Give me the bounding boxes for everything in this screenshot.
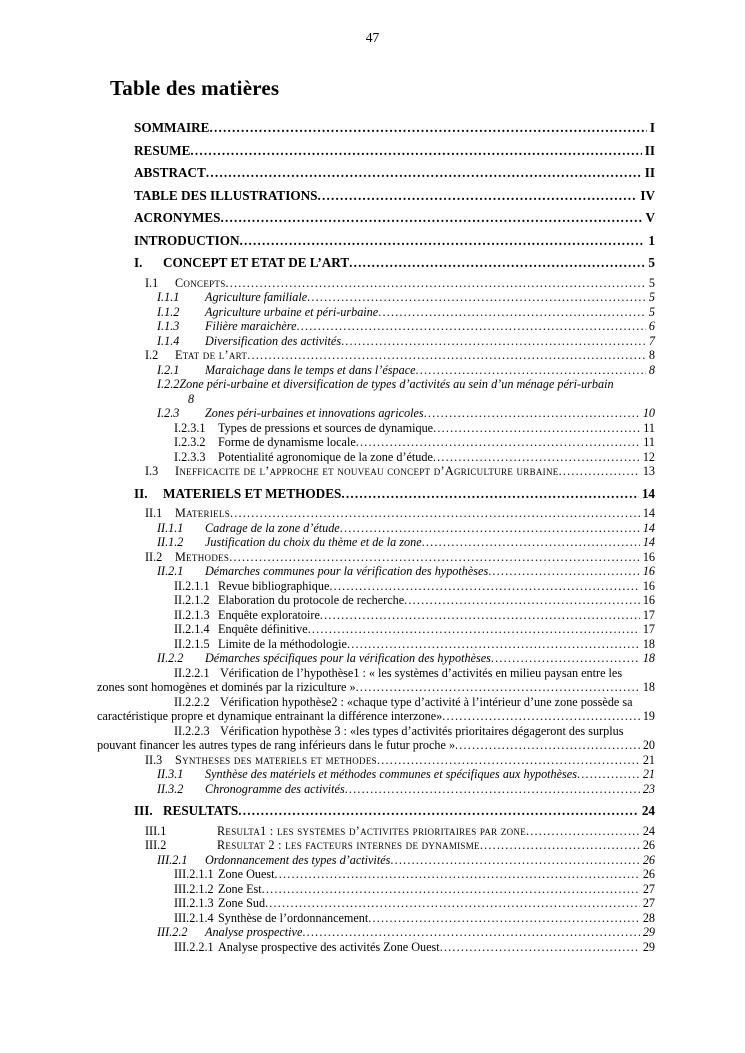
dot-leader (422, 535, 640, 550)
toc-entry-line2 (97, 392, 655, 407)
toc-entry (97, 911, 655, 926)
dot-leader (247, 348, 646, 363)
toc-entry (97, 305, 655, 320)
dot-leader (480, 838, 640, 853)
dot-leader (329, 579, 639, 594)
toc-entry (97, 487, 655, 502)
dot-leader (190, 144, 641, 159)
toc-entry-title: INTRODUCTION (134, 232, 240, 248)
toc-entry-number: I. (134, 255, 143, 270)
dot-leader (307, 290, 646, 305)
toc-entry-page: 7 (648, 333, 655, 348)
dot-leader (265, 896, 640, 911)
dot-leader (341, 487, 638, 502)
toc-entry (97, 256, 655, 271)
toc-entry-page: 17 (642, 622, 655, 636)
toc-entry-page: 5 (648, 304, 655, 319)
toc-entry (97, 753, 655, 768)
toc-entry (97, 166, 655, 181)
toc-entry-page: 11 (643, 435, 655, 449)
toc-entry (97, 406, 655, 421)
toc-entry-number: III.2.1 (157, 852, 188, 867)
toc-entry-title: Vérification hypothèse 3 : «les types d’activités prioritaires dégageront des surplus (220, 723, 624, 738)
toc-entry-number: II.3.2 (157, 781, 184, 796)
toc-entry (97, 450, 655, 465)
dot-leader (404, 593, 640, 608)
toc-entry (97, 319, 655, 334)
toc-entry-number: I.2.2 (157, 377, 180, 391)
toc-entry-number: III.2.1.1 (174, 867, 214, 881)
toc-entry (97, 211, 655, 226)
toc-entry (97, 824, 655, 839)
dot-leader (340, 521, 640, 536)
toc-entry-title: Analyse prospective des activités Zone Ouest (218, 939, 440, 954)
toc-entry-page: 18 (642, 636, 655, 651)
toc-entry (97, 521, 655, 536)
dot-leader (345, 782, 640, 797)
toc-entry-title: Vérification de l’hypothèse1 : « les systèmes d’activités en milieu paysan entre les (220, 665, 623, 680)
toc-entry-title: Inefficacite de l’approche et nouveau concept d’Agriculture urbaine (175, 464, 559, 478)
toc-entry-title: Forme de dynamisme locale (218, 435, 356, 449)
toc-entry (97, 506, 655, 521)
toc-entry-page: V (645, 210, 655, 225)
toc-entry-number: I.2 (145, 348, 159, 362)
toc-entry-title: Etat de l’art (175, 348, 248, 362)
toc-entry-line2 (97, 680, 655, 695)
toc-entry (97, 564, 655, 579)
page-title: Table des matières (110, 76, 280, 100)
toc-entry (97, 579, 655, 594)
toc-entry-title: Zone péri-urbaine et diversification de types d’activités au sein d’un ménage péri-urbain (179, 377, 614, 391)
toc-entry-number: I.1 (145, 275, 159, 290)
toc-entry-number: II.1.2 (157, 535, 184, 549)
toc-entry-number: II.2.2.1 (174, 665, 210, 680)
toc-entry-title: Materiels (175, 506, 231, 520)
toc-entry-number: III.2 (145, 838, 167, 852)
toc-entry-title: Methodes (175, 549, 230, 564)
toc-entry-page: 24 (642, 823, 655, 838)
toc-entry-title: Agriculture familiale (205, 290, 308, 304)
toc-entry-title: Zones péri-urbaines et innovations agricoles (205, 406, 424, 420)
toc-entry (97, 593, 655, 608)
toc-entry-number: I.2.3.2 (174, 435, 206, 449)
toc-entry-title: Zone Est (218, 881, 262, 896)
toc-entry-title: TABLE DES ILLUSTRATIONS (134, 187, 318, 203)
page-number-header: 47 (365, 30, 380, 45)
toc-entry-title: Vérification hypothèse2 : «chaque type d’activité à l’intérieur d’une zone possède sa (220, 694, 633, 709)
toc-entry-title: Elaboration du protocole de recherche (218, 593, 405, 607)
toc-entry-number: III.2.2.1 (174, 939, 214, 954)
toc-entry-page: 14 (641, 485, 655, 501)
toc-entry-title-continued: zones sont homogènes et dominés par la riziculture » (97, 680, 356, 694)
toc-entry-page: 1 (648, 232, 655, 248)
toc-entry-page: I (649, 120, 655, 135)
dot-leader (302, 925, 639, 940)
toc-entry (97, 666, 655, 695)
toc-entry-page: 12 (642, 449, 655, 464)
toc-entry-title: MATERIELS ET METHODES (163, 485, 342, 501)
dot-leader (488, 564, 640, 579)
toc-entry (97, 838, 655, 853)
toc-entry-title: Filière maraichère (205, 319, 297, 333)
dot-leader (356, 680, 640, 695)
toc-entry (97, 144, 655, 159)
toc-entry-title: Diversification des activités (205, 333, 342, 348)
toc-entry-title: Limite de la méthodologie (218, 636, 347, 651)
toc-entry-number: II.2.1.2 (174, 593, 210, 607)
dot-leader (229, 550, 640, 565)
dot-leader (440, 940, 640, 955)
toc-entry-page: 11 (643, 420, 655, 435)
dot-leader (390, 853, 639, 868)
toc-entry-page: 14 (642, 506, 655, 520)
dot-leader (433, 450, 640, 465)
toc-entry-title: Justification du choix du thème et de la zone (205, 535, 422, 549)
dot-leader (577, 767, 640, 782)
toc-entry-number: I.2.3.1 (174, 420, 206, 435)
toc-entry-number: III.2.1.2 (174, 881, 214, 896)
toc-entry-number: II.2.1 (157, 564, 184, 578)
toc-entry-page: 18 (642, 651, 655, 665)
dot-leader (240, 234, 646, 249)
toc-entry (97, 622, 655, 637)
toc-entry (97, 767, 655, 782)
dot-leader (559, 464, 640, 479)
toc-entry-title: ACRONYMES (134, 210, 221, 225)
dot-leader (378, 305, 646, 320)
toc-list (0, 121, 745, 954)
toc-entry-title: Zone Ouest (218, 867, 275, 881)
toc-entry-title: Resultat 2 : les facteurs internes de dynamisme (217, 838, 480, 852)
toc-entry-page: 18 (642, 680, 655, 694)
toc-entry-page: 20 (642, 738, 655, 752)
toc-entry-number: II.2.2.2 (174, 694, 210, 709)
toc-entry-title: Synthèse des matériels et méthodes communes et spécifiques aux hypothèses (205, 767, 577, 781)
toc-entry (97, 121, 655, 136)
dot-leader (226, 276, 646, 291)
toc-entry (97, 421, 655, 436)
dot-leader (275, 867, 640, 882)
toc-entry-page: 8 (648, 362, 655, 377)
toc-entry-page: 21 (642, 752, 655, 767)
toc-entry-page: 14 (642, 535, 655, 549)
toc-entry-line1 (97, 724, 655, 739)
toc-entry-title: ABSTRACT (134, 165, 206, 180)
toc-entry-page: II (644, 142, 655, 158)
toc-entry-number: II.3.1 (157, 767, 184, 781)
toc-entry (97, 724, 655, 753)
toc-entry-page: 26 (642, 838, 655, 852)
dot-leader (206, 166, 642, 181)
toc-entry-page: 19 (642, 709, 655, 723)
toc-entry-page: 21 (642, 767, 655, 781)
toc-entry-number: II.2.1.1 (174, 578, 210, 593)
toc-entry-page: 27 (642, 881, 655, 896)
toc-entry-title-continued: caractéristique propre et dynamique entrainant la différence interzone» (97, 709, 443, 723)
toc-entry-page: 28 (642, 910, 655, 925)
toc-entry-title: Cadrage de la zone d’étude (205, 520, 340, 535)
toc-entry-page: 8 (648, 348, 655, 362)
toc-entry-page: 26 (642, 867, 655, 881)
toc-entry-title: Enquête définitive (218, 622, 308, 636)
toc-entry (97, 276, 655, 291)
toc-entry-title: Enquête exploratoire (218, 607, 320, 622)
toc-entry-number: II.2.1.3 (174, 607, 210, 622)
toc-entry-line1 (97, 377, 655, 392)
dot-leader (526, 824, 640, 839)
toc-entry-title: Démarches communes pour la vérification des hypothèses (205, 564, 489, 578)
toc-entry (97, 334, 655, 349)
toc-entry-number: I.1.2 (157, 304, 180, 319)
toc-entry-title: SOMMAIRE (134, 120, 210, 135)
toc-entry-line1 (97, 695, 655, 710)
toc-entry-number: II.2.1.4 (174, 622, 210, 636)
toc-entry-title-continued: pouvant financer les autres types de rang inférieurs dans le futur proche » (97, 738, 456, 752)
toc-entry-title: Maraichage dans le temps et dans l’éspace (205, 362, 416, 377)
toc-entry-number: III.2.1.3 (174, 896, 214, 910)
dot-leader (356, 435, 641, 450)
dot-leader (317, 189, 637, 204)
toc-entry-page: 5 (648, 290, 655, 304)
toc-entry (97, 464, 655, 479)
toc-entry-title: Potentialité agronomique de la zone d’étude (218, 449, 433, 464)
dot-leader (209, 121, 646, 136)
toc-entry (97, 804, 655, 819)
toc-entry (97, 377, 655, 406)
toc-entry (97, 535, 655, 550)
toc-entry-title: CONCEPT ET ETAT DE L’ART (163, 255, 350, 270)
toc-entry (97, 940, 655, 955)
toc-entry-number: II.1.1 (157, 520, 184, 535)
toc-entry-page: 29 (642, 939, 655, 954)
toc-entry-page: 5 (648, 255, 655, 270)
toc-entry-title: Démarches spécifiques pour la vérification des hypothèses (205, 651, 491, 665)
toc-entry-page: 29 (642, 925, 655, 939)
dot-leader (491, 651, 640, 666)
dot-leader (377, 753, 640, 768)
toc-entry (97, 695, 655, 724)
toc-entry-page: 16 (642, 593, 655, 607)
toc-entry (97, 882, 655, 897)
toc-entry-page: 26 (642, 852, 655, 867)
toc-entry-number: I.1.3 (157, 319, 180, 333)
dot-leader (220, 211, 642, 226)
toc-entry-page: 14 (642, 520, 655, 535)
dot-leader (424, 406, 640, 421)
dot-leader (308, 622, 640, 637)
toc-entry-title: Syntheses des materiels et methodes (175, 752, 377, 767)
toc-entry (97, 363, 655, 378)
toc-entry-title: Types de pressions et sources de dynamique (218, 420, 434, 435)
toc-entry-page: 6 (648, 319, 655, 333)
dot-leader (368, 911, 640, 926)
toc-entry-page: 17 (642, 607, 655, 622)
toc-entry-page: 5 (648, 275, 655, 290)
toc-entry-title: Agriculture urbaine et péri-urbaine (205, 304, 379, 319)
dot-leader (262, 882, 640, 897)
toc-entry-title: Concepts (175, 275, 226, 290)
dot-leader (230, 506, 640, 521)
toc-entry-page: 8 (188, 391, 195, 406)
toc-entry (97, 435, 655, 450)
dot-leader (320, 608, 640, 623)
toc-entry-title: Resulta1 : les systemes d’activites prioritaires par zone (217, 823, 527, 838)
toc-entry-page: 16 (642, 578, 655, 593)
toc-entry (97, 867, 655, 882)
toc-entry-number: II. (134, 485, 148, 501)
toc-entry-number: III.1 (145, 823, 167, 838)
toc-entry-page: 23 (642, 781, 655, 796)
toc-entry (97, 651, 655, 666)
toc-entry-title: Revue bibliographique (218, 578, 330, 593)
toc-entry-page: 16 (642, 564, 655, 578)
toc-entry (97, 348, 655, 363)
dot-leader (455, 738, 640, 753)
dot-leader (347, 637, 640, 652)
toc-entry (97, 608, 655, 623)
toc-entry (97, 234, 655, 249)
toc-entry-title: Zone Sud (218, 896, 266, 910)
toc-entry-title: Ordonnancement des types d’activités (205, 852, 391, 867)
toc-entry-line1 (97, 666, 655, 681)
toc-entry-number: I.3 (145, 464, 159, 478)
toc-entry-number: II.2 (145, 549, 163, 564)
toc-entry-number: II.2.2.3 (174, 723, 210, 738)
toc-entry-number: I.2.3 (157, 406, 180, 420)
toc-entry (97, 189, 655, 204)
toc-entry-title: RESUME (134, 142, 191, 158)
toc-entry (97, 637, 655, 652)
toc-entry-page: 13 (642, 464, 655, 478)
toc-entry-number: II.3 (145, 752, 163, 767)
toc-entry-page: II (644, 165, 655, 180)
dot-leader (297, 319, 646, 334)
toc-entry-number: II.2.1.5 (174, 636, 210, 651)
toc-entry-number: I.1.1 (157, 290, 180, 304)
toc-entry-page: 24 (641, 803, 655, 818)
toc-entry (97, 550, 655, 565)
toc-entry-title: RESULTATS (163, 803, 239, 818)
toc-entry-number: I.2.3.3 (174, 449, 206, 464)
toc-entry (97, 853, 655, 868)
dot-leader (442, 709, 640, 724)
toc-entry-number: III.2.1.4 (174, 910, 214, 925)
toc-entry-page: IV (640, 187, 655, 203)
dot-leader (433, 421, 640, 436)
toc-entry-page: 16 (642, 549, 655, 564)
toc-entry-title: Analyse prospective (205, 925, 303, 939)
toc-entry (97, 782, 655, 797)
toc-entry-number: II.1 (145, 506, 163, 520)
toc-entry (97, 290, 655, 305)
toc-entry-title: Synthèse de l’ordonnancement (218, 910, 369, 925)
toc-entry (97, 896, 655, 911)
toc-entry-line2 (97, 709, 655, 724)
dot-leader (341, 334, 646, 349)
toc-entry-number: I.2.1 (157, 362, 180, 377)
toc-entry-number: I.1.4 (157, 333, 180, 348)
toc-entry-number: II.2.2 (157, 651, 184, 665)
toc-entry-title: Chronogramme des activités (205, 781, 345, 796)
toc-entry (97, 925, 655, 940)
toc-entry-page: 10 (642, 406, 655, 420)
toc-entry-number: III. (134, 803, 153, 818)
dot-leader (416, 363, 646, 378)
toc-entry-line2 (97, 738, 655, 753)
toc-entry-page: 27 (642, 896, 655, 910)
dot-leader (349, 256, 645, 271)
toc-entry-number: III.2.2 (157, 925, 188, 939)
dot-leader (238, 804, 639, 819)
